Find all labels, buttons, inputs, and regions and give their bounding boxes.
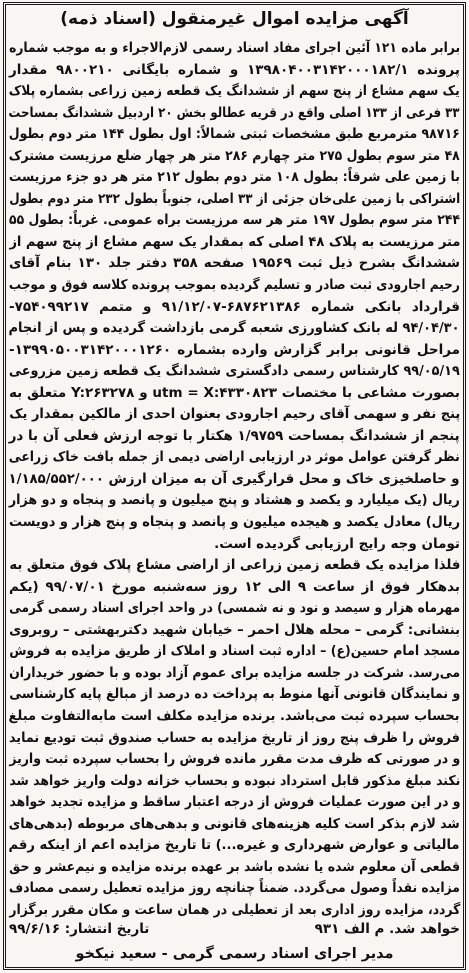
text-line [9,898,460,920]
text-line-content: بصورت مشاعی با مختصات utm = X:۴۳۳۰۸۲۳ و Y:۲۶۳۲۷۸ متعلق به [8,384,460,401]
text-line [9,101,460,123]
text-line-content: فلذا مزایده یک قطعه زمین زراعی از اراضی مشاع پلاک فوق متعلق به [9,557,460,574]
text-line [9,230,460,252]
text-line-content: و در این صورت عملیات فروش از درجه اعتبار ساقط و مزایده تجدید خواهد [9,794,460,811]
text-line [9,488,460,510]
text-line-content: نکند مبلغ مذکور قابل استرداد نبوده و بحساب خزانه دولت واریز خواهد شد [9,772,460,789]
text-line-content: ۳۳ فرعی از ۱۳۳ اصلی واقع در قریه عطالو بخش ۲۰ اردبیل ششدانگ بمساحت [9,104,460,121]
text-line [9,122,460,144]
text-line [9,596,460,618]
text-line-content: گردد، مزایده روز اداری بعد از تعطیلی در همان ساعت و مکان مقرر برگزار [9,901,460,918]
text-line [9,682,460,704]
text-line [9,553,460,575]
text-line [9,144,460,166]
text-line-content: و در صورتی که ظرف مدت مقرر مانده فروش را بحساب سپرده ثبت واریز [9,751,460,768]
text-line [9,704,460,726]
text-line-content: مزایده نقداً وصول می‌گردد. ضمناً چنانچه روز مزایده تعطیل رسمی مصادف [9,880,460,897]
text-line [9,855,460,877]
text-line-content: یک سهم مشاع از پنج سهم از ششدانگ یک قطعه زمین زراعی بشماره پلاک [9,83,460,100]
text-line-content: ۹۸۷۱۶ مترمربع طبق مشخصات ثبتی شمالاً: اول بطول ۱۴۴ متر دوم بطول [9,126,460,143]
text-line-content: بحساب سپرده ثبت می‌باشد. برنده مزایده مکلف است مابه‌التفاوت مبلغ [9,707,460,724]
text-line [9,769,460,791]
text-line-content: مراحل قانونی برابر گزارش وارده بشماره ۱۳۹۹۰۵۰۰۳۱۴۲۰۰۰۱۲۶۰- [9,341,460,358]
text-line-content: تومان وجه رایج ارزیابی گردیده است. [214,535,460,552]
text-line-content: متر مرزیست به پلاک ۴۸ اصلی که بمقدار یک سهم مشاع از پنج سهم از [9,233,460,250]
text-line [9,790,460,812]
text-line-content: با زمین علی شرقاً: بطول ۱۰۸ متر دوم بطول ۲۱۲ متر هر دو جزء مرزیست [9,169,460,186]
text-line-content: ریال (یک میلیارد و یکصد و هشتاد و پنج میلیون و پانصد و پنجاه و دو هزار [9,492,460,509]
text-line-content: بنشانی: گرمی – محله هلال احمر – خیابان شهید دکتربهشتی – روبروی [9,621,460,638]
text-line [9,661,460,683]
text-line [9,251,460,273]
text-line [9,208,460,230]
text-line-content: رحیم اجارودی ثبت صادر و تسلیم گردیده بموجب پرونده کلاسه فوق و موجب [9,277,460,294]
text-line [9,726,460,748]
text-line [9,833,460,855]
text-line [9,424,460,446]
reference-number: خواهد شد. م الف ۹۳۱ [314,921,460,938]
text-line [9,747,460,769]
text-line-content: ششدانگ بشرح ذیل ثبت ۱۹۵۶۹ صفحه ۳۵۸ دفتر جلد ۱۳۰ بنام آقای [8,255,460,272]
text-line [9,338,460,360]
text-line-content: فروش را ظرف پنج روز از تاریخ مزایده به حساب صندوق ثبت تودیع نماید [9,729,460,746]
text-line-content: پنجم از ششدانگ بمساحت ۱/۹۷۵۹ هکتار با توجه ارزش فعلی آن با در [9,427,460,444]
text-line-content: اشتراکی با زمین علی‌خان جزئی از ۳۳ اصلی، جنوباً بطول ۲۳۲ متر دوم بطول [9,190,460,207]
text-line-content: پنج نفر و سهمی آقای رحیم اجارودی بعنوان احدی از مالکین بمقدار یک [9,406,460,423]
text-line-content: مسجد امام حسین(ع) – اداره ثبت اسناد و املاک از طریق مزایده به فروش [9,643,460,660]
text-line [9,359,460,381]
text-line-content: مالیاتی و عوارض شهرداری و غیره...) تا تاریخ مزایده اعم از اینکه رقم [9,837,460,854]
text-line [9,316,460,338]
text-line-content: ۲۴۴ متر سوم بطول ۱۹۷ متر هر سه مرزیست براه عمومی. غرباً: بطول ۵۵ [9,212,460,229]
text-line [9,36,460,58]
text-line-content: ۴۸ متر سوم بطول ۲۷۵ متر چهارم ۲۸۶ متر هر چهار ضلع مرزیست مشترک [9,147,460,164]
text-line [9,639,460,661]
text-line [9,812,460,834]
publish-date: تاریخ انتشار: ۹۹/۶/۱۶ [9,921,150,938]
text-line [9,79,460,101]
text-line-content: قرارداد بانکی شماره ۶۸۷۶۲۱۳۸۶-۹۱/۱۲/۰۷ و متمم ۷۵۴۰۹۹۲۱۷- [8,298,460,315]
notice-title: آگهی مزایده اموال غیرمنقول (اسناد ذمه) [60,9,409,29]
footer-line [9,919,460,941]
text-line [9,467,460,489]
text-line-content: نظر گرفتن عوامل موثر در ارزیابی اراضی دیمی از جمله بافت خاک زراعی [9,449,460,466]
text-line-content: برابر ماده ۱۲۱ آئین اجرای مفاد اسناد رسمی لازم‌الاجراء و به موجب شماره [9,40,460,56]
text-line [9,295,460,317]
text-line-content: مهرماه هزار و سیصد و نود و نه شمسی) در واحد اجرای اسناد رسمی گرمی [9,600,460,617]
text-line-content: شد لازم بذکر است کلیه هزینه‌های قانونی و بدهی‌های مربوطه (بدهی‌های [9,815,460,832]
text-line [9,445,460,467]
text-line [9,510,460,532]
text-line-content: ۹۹/۰۵/۱۹ کارشناس رسمی دادگستری ششدانگ یک قطعه زمین مزروعی [9,363,460,380]
text-line-content: می‌رسد. شرکت در جلسه مزایده برای عموم آزاد بوده و با حضور خریداران [9,664,460,681]
text-line [9,58,460,80]
text-line [9,187,460,209]
text-line [9,532,460,554]
text-line-content: و نمایندگان قانونی آنها منوط به پرداخت ده درصد از مبالغ پایه کارشناسی [9,686,460,703]
notice-body [9,36,460,965]
text-line [9,876,460,898]
text-line [9,618,460,640]
text-line-content: ریال) معادل یکصد و هیجده میلیون و پانصد و پنجاه و پنج هزار و دویست [9,514,460,531]
text-line-content: ۹۴/۰۴/۳۰ له بانک کشاورزی شعبه گرمی بازداشت گردیده و پس از انجام [9,320,460,337]
text-line [9,402,460,424]
text-line [9,381,460,403]
text-line [9,575,460,597]
text-line [9,273,460,295]
text-line [9,165,460,187]
text-line-content: قطعی آن معلوم شده یا نشده باشد بر عهده برنده مزایده و نیم‌عشر و حق [9,858,460,875]
text-line-content: پرونده ۱۳۹۸۰۴۰۰۳۱۴۲۰۰۰۱۸۲/۱ و شماره بایگانی ۹۸۰۰۲۱۰ مقدار [9,61,460,78]
text-line-content: بدهکار فوق از ساعت ۹ الی ۱۲ روز سه‌شنبه مورخ ۹۹/۰۷/۰۱ (یکم [9,578,460,595]
signature: مدیر اجرای اسناد رسمی گرمی - سعید نیکخو [75,945,394,962]
text-line-content: و حاصلخیزی خاک و محل قرارگیری آن به میزان ارزش ۱/۱۸۵/۵۵۲/۰۰۰ [9,470,460,487]
